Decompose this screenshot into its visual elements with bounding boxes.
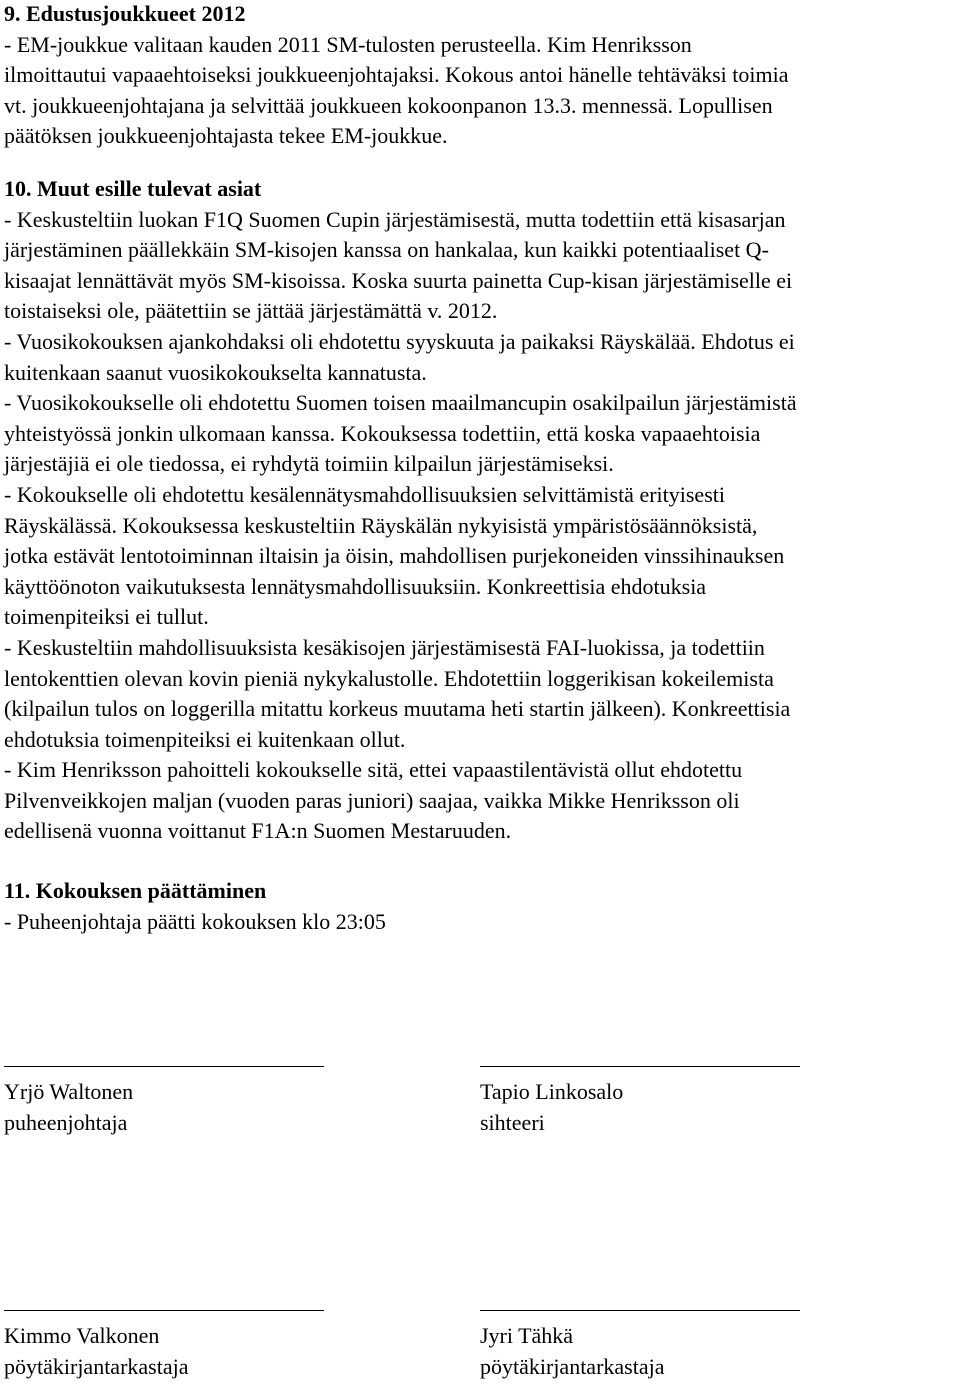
text-line: ehdotuksia toimenpiteiksi ei kuitenkaan ollut. bbox=[4, 726, 406, 752]
text-line: toistaiseksi ole, päätettiin se jättää järjestämättä v. 2012. bbox=[4, 298, 498, 324]
text-line: järjestäjiä ei ole tiedossa, ei ryhdytä toimiin kilpailun järjestämiseksi. bbox=[4, 451, 614, 477]
signatory-role: puheenjohtaja bbox=[4, 1109, 128, 1135]
section-heading: 10. Muut esille tulevat asiat bbox=[4, 176, 262, 201]
signatory-name: Jyri Tähkä bbox=[480, 1323, 574, 1348]
text-line: - Keskusteltiin mahdollisuuksista kesäkisojen järjestämisestä FAI-luokissa, ja todettiin bbox=[4, 634, 765, 660]
text-line: - Vuosikokouksen ajankohdaksi oli ehdotettu syyskuuta ja paikaksi Räyskälää. Ehdotus ei bbox=[4, 328, 795, 354]
section-heading: 9. Edustusjoukkueet 2012 bbox=[4, 1, 246, 26]
text-line: - EM-joukkue valitaan kauden 2011 SM-tulosten perusteella. Kim Henriksson bbox=[4, 31, 692, 57]
signature-line bbox=[4, 1066, 324, 1067]
signatory-name: Tapio Linkosalo bbox=[480, 1079, 624, 1104]
section-10 bbox=[4, 174, 797, 847]
section-body bbox=[4, 907, 386, 938]
section-body bbox=[4, 205, 797, 847]
text-line: päätöksen joukkueenjohtajasta tekee EM-joukkue. bbox=[4, 123, 448, 149]
text-line: järjestäminen päällekkäin SM-kisojen kanssa on hankalaa, kun kaikki potentiaaliset Q- bbox=[4, 237, 769, 263]
text-line: Räyskälässä. Kokouksessa keskusteltiin Räyskälän nykyisistä ympäristösäännöksistä, bbox=[4, 512, 758, 538]
text-line: yhteistyössä jonkin ulkomaan kanssa. Kokouksessa todettiin, että koska vapaaehtoisia bbox=[4, 420, 761, 446]
signatory-name: Yrjö Waltonen bbox=[4, 1079, 134, 1104]
text-line: Pilvenveikkojen maljan (vuoden paras juniori) saajaa, vaikka Mikke Henriksson oli bbox=[4, 787, 740, 813]
section-9 bbox=[4, 0, 789, 152]
text-line: - Puheenjohtaja päätti kokouksen klo 23:05 bbox=[4, 908, 386, 934]
signatory-role: pöytäkirjantarkastaja bbox=[4, 1353, 189, 1379]
text-line: - Kim Henriksson pahoitteli kokoukselle sitä, ettei vapaastilentävistä ollut ehdotettu bbox=[4, 757, 743, 783]
text-line: - Kokoukselle oli ehdotettu kesälennätysmahdollisuuksien selvittämistä erityisesti bbox=[4, 481, 725, 507]
text-line: käyttöönoton vaikutuksesta lennätysmahdollisuuksiin. Konkreettisia ehdotuksia bbox=[4, 573, 707, 599]
signature-line bbox=[480, 1066, 800, 1067]
signature-line bbox=[4, 1310, 324, 1311]
text-line: - Vuosikokoukselle oli ehdotettu Suomen toisen maailmancupin osakilpailun järjestämistä bbox=[4, 390, 797, 416]
text-line: ilmoittautui vapaaehtoiseksi joukkueenjohtajaksi. Kokous antoi hänelle tehtäväksi toimia bbox=[4, 62, 789, 88]
section-heading: 11. Kokouksen päättäminen bbox=[4, 878, 267, 903]
signature-block-chair bbox=[4, 1066, 324, 1138]
text-line: kuitenkaan saanut vuosikokoukselta kannatusta. bbox=[4, 359, 427, 385]
text-line: vt. joukkueenjohtajana ja selvittää joukkueen kokoonpanon 13.3. mennessä. Lopullisen bbox=[4, 92, 773, 118]
signatory-role: pöytäkirjantarkastaja bbox=[480, 1353, 665, 1379]
signatory-name: Kimmo Valkonen bbox=[4, 1323, 160, 1348]
text-line: (kilpailun tulos on loggerilla mitattu korkeus muutama heti startin jälkeen). Konkreettisia bbox=[4, 696, 791, 722]
signature-line bbox=[480, 1310, 800, 1311]
signature-block-examiner-1 bbox=[4, 1310, 324, 1382]
text-line: kisaajat lennättävät myös SM-kisoissa. Koska suurta painetta Cup-kisan järjestämiselle ei bbox=[4, 267, 793, 293]
section-11 bbox=[4, 876, 386, 937]
text-line: toimenpiteiksi ei tullut. bbox=[4, 604, 209, 630]
signature-block-secretary bbox=[480, 1066, 800, 1138]
text-line: jotka estävät lentotoiminnan iltaisin ja öisin, mahdollisen purjekoneiden vinssihinauksen bbox=[4, 543, 785, 569]
signature-block-examiner-2 bbox=[480, 1310, 800, 1382]
text-line: lentokenttien olevan kovin pieniä nykykalustolle. Ehdotettiin loggerikisan kokeilemista bbox=[4, 665, 774, 691]
signatory-role: sihteeri bbox=[480, 1109, 545, 1135]
text-line: edellisenä vuonna voittanut F1A:n Suomen Mestaruuden. bbox=[4, 818, 512, 844]
text-line: - Keskusteltiin luokan F1Q Suomen Cupin järjestämisestä, mutta todettiin että kisasarjan bbox=[4, 206, 786, 232]
section-body bbox=[4, 30, 789, 152]
